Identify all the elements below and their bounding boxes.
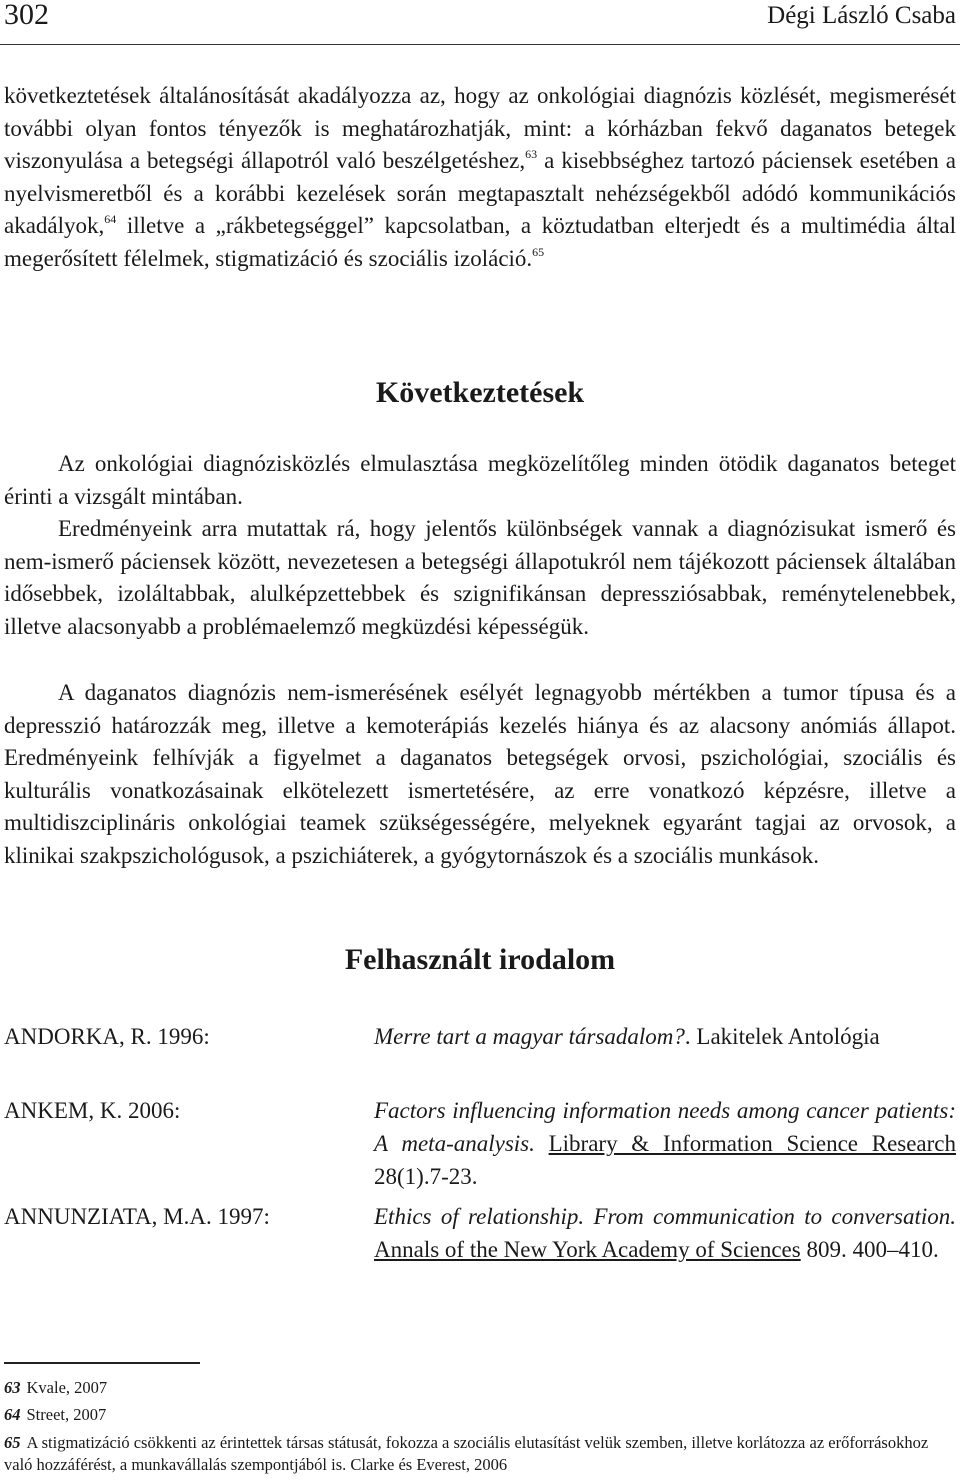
footnote-number: 65 <box>4 1433 21 1452</box>
reference-title: Factors influencing information needs among cancer patients: A meta-analysis. <box>374 1098 956 1156</box>
footnote-65 <box>4 1432 956 1476</box>
footnote-ref-65: 65 <box>532 244 545 259</box>
reference-citation <box>374 1200 956 1266</box>
intro-text-c: illetve a „rákbetegséggel” kapcsolatban, a köztudatban elterjedt és a multimédia által megerősített félelmek, stigmatizáció és szociális izoláció. <box>4 213 956 271</box>
reference-item <box>4 1094 956 1194</box>
reference-publisher: . Lakitelek Antológia <box>684 1024 880 1049</box>
footnote-ref-63: 63 <box>525 147 538 162</box>
intro-paragraph <box>4 80 956 276</box>
reference-volume-pages: 28(1).7-23. <box>374 1164 478 1189</box>
reference-separator <box>535 1131 549 1156</box>
reference-title: Ethics of relationship. From communication to conversation. <box>374 1204 956 1229</box>
reference-author: ANDORKA, R. 1996: <box>4 1024 210 1049</box>
footnote-text: Kvale, 2007 <box>26 1378 108 1397</box>
reference-citation <box>374 1094 956 1193</box>
reference-volume-pages: 809. 400–410. <box>800 1237 939 1262</box>
intro-text-b: a kisebbséghez tartozó páciensek esetében a nyelvismeretből és a korábbi kezelések során megtapasztalt nehézségekből adódó kommunikációs akadályok, <box>4 148 957 239</box>
footnote-63 <box>4 1377 956 1399</box>
reference-item <box>4 1200 956 1300</box>
conclusions-paragraph-3: A daganatos diagnózis nem-ismerésének esélyét legnagyobb mértékben a tumor típusa és a depresszió határozzák meg, illetve a kemoterápiás kezelés hiánya és az alacsony anómiás állapot. Eredményeink felhívják a figyelmet a daganatos betegségek orvosi, pszichológiai, szociális és kulturális vonatkozásainak elkötelezett ismertetésére, az erre vonatkozó képzésre, illetve a multidiszciplináris onkológiai teamek szükségességére, melyeknek egyaránt tagjai az orvosok, a klinikai szakpszichológusok, a pszichiáterek, a gyógytornászok és a szociális munkások. <box>4 680 956 868</box>
section-title-references: Felhasznált irodalom <box>344 943 616 976</box>
reference-title: Merre tart a magyar társadalom? <box>374 1024 685 1049</box>
reference-citation <box>374 1020 956 1053</box>
reference-journal-link[interactable]: Annals of the New York Academy of Sciences <box>374 1237 801 1262</box>
footnote-text: Street, 2007 <box>26 1405 107 1424</box>
header-rule <box>0 44 960 45</box>
footnote-number: 64 <box>4 1405 21 1424</box>
footnote-ref-64: 64 <box>104 212 117 227</box>
reference-author: ANKEM, K. 2006: <box>4 1098 181 1123</box>
reference-author: ANNUNZIATA, M.A. 1997: <box>4 1204 270 1229</box>
footnote-separator-rule <box>4 1362 200 1364</box>
reference-journal-link[interactable]: Library & Information Science Research <box>548 1131 957 1156</box>
conclusions-paragraph-1: Az onkológiai diagnózisközlés elmulasztása megközelítőleg minden ötödik daganatos beteget érinti a vizsgált mintában. <box>4 451 956 509</box>
intro-text-a: következtetések általánosítását akadályozza az, hogy az onkológiai diagnózis közlését, megismerését további olyan fontos tényezők is meghatározhatják, mint: a kórházban fekvő daganatos betegek viszonyulása a betegségi állapotról való beszélgetéshez, <box>4 83 956 174</box>
conclusions-paragraph-2: Eredményeink arra mutattak rá, hogy jelentős különbségek vannak a diagnózisukat ismerő és nem-ismerő páciensek között, nevezetesen a betegségi állapotukról nem tájékozott páciensek általában idősebbek, izoláltabbak, alulképzettebbek és szignifikánsan depressziósabbak, reménytelenebbek, illetve alacsonyabb a problémaelemző megküzdési képességük. <box>4 516 956 639</box>
footnote-64 <box>4 1404 956 1426</box>
footnote-text: A stigmatizáció csökkenti az érintettek társas státusát, fokozza a szociális elutasítást velük szemben, illetve korlátozza az erőforrásokhoz való hozzáférést, a munkavállalás szempontjából is. Clarke és Everest, 2006 <box>4 1433 929 1474</box>
footnote-number: 63 <box>4 1378 21 1397</box>
page-number: 302 <box>4 0 49 31</box>
section-title-conclusions: Következtetések <box>375 376 585 409</box>
page-header <box>0 0 960 48</box>
running-head-author: Dégi László Csaba <box>767 2 956 29</box>
